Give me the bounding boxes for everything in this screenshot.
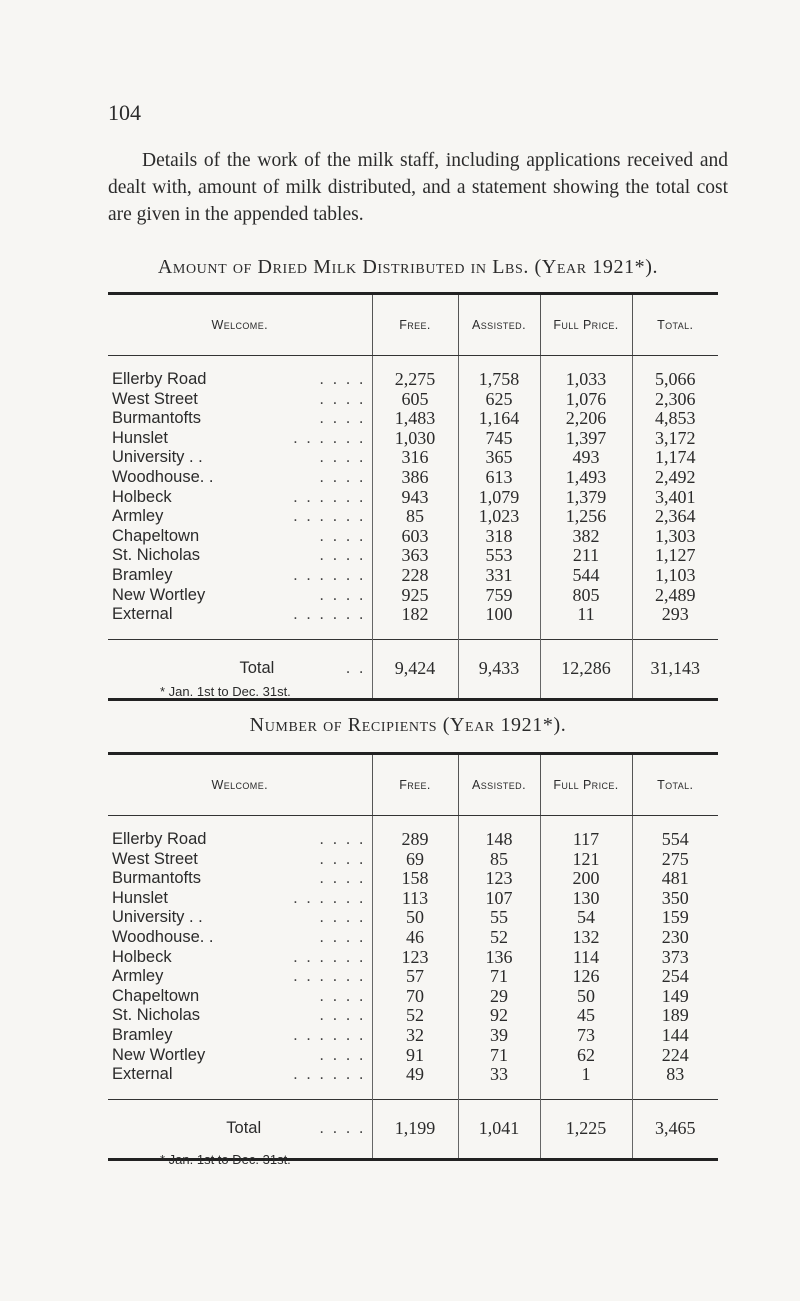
table-row — [108, 488, 718, 508]
welcome-name: Bramley — [112, 1025, 173, 1044]
table-row — [108, 908, 718, 928]
cell-free: 363 — [372, 546, 458, 566]
welcome-name: New Wortley — [112, 1045, 206, 1064]
row-label — [108, 448, 372, 468]
cell-assisted: 85 — [458, 850, 540, 870]
leader-dots: . . . . . . — [293, 507, 366, 526]
table-row — [108, 356, 718, 390]
header-welcome: Welcome. — [108, 294, 372, 356]
welcome-name: West Street — [112, 389, 198, 408]
cell-full: 62 — [540, 1046, 632, 1066]
leader-dots: . . . . . . — [293, 947, 366, 966]
cell-total: 350 — [632, 889, 718, 909]
welcome-name: External — [112, 605, 173, 624]
row-label — [108, 409, 372, 429]
row-label — [108, 507, 372, 527]
row-label — [108, 908, 372, 928]
table-row — [108, 546, 718, 566]
welcome-name: Hunslet — [112, 428, 168, 447]
welcome-name: Holbeck — [112, 487, 172, 506]
leader-dots: . . . . — [319, 1006, 366, 1025]
cell-full: 73 — [540, 1026, 632, 1046]
leader-dots: . . . . — [319, 927, 366, 946]
table-row — [108, 409, 718, 429]
header-assisted: Assisted. — [458, 754, 540, 816]
cell-total: 1,103 — [632, 566, 718, 586]
cell-total: 4,853 — [632, 409, 718, 429]
table-row — [108, 1026, 718, 1046]
welcome-name: Burmantofts — [112, 409, 201, 428]
recipients-table — [108, 752, 718, 1161]
table1-title: Amount of Dried Milk Distributed in Lbs. (Year 1921*). — [157, 256, 659, 278]
cell-total: 1,127 — [632, 546, 718, 566]
table-row — [108, 468, 718, 488]
leader-dots: . . . . — [319, 1045, 366, 1064]
table-row — [108, 605, 718, 639]
cell-assisted: 318 — [458, 527, 540, 547]
cell-total: 83 — [632, 1065, 718, 1099]
table-row — [108, 948, 718, 968]
table2-body — [108, 816, 718, 1160]
table-row — [108, 967, 718, 987]
cell-free: 32 — [372, 1026, 458, 1046]
header-total: Total. — [632, 754, 718, 816]
cell-assisted: 1,041 — [458, 1099, 540, 1159]
leader-dots: . . . . — [319, 986, 366, 1005]
cell-assisted: 331 — [458, 566, 540, 586]
row-label — [108, 816, 372, 850]
leader-dots: . . . . — [319, 585, 366, 604]
header-free: Free. — [372, 294, 458, 356]
leader-dots: . . . . — [319, 526, 366, 545]
welcome-name: Chapeltown — [112, 986, 200, 1005]
cell-full: 54 — [540, 908, 632, 928]
table-row — [108, 507, 718, 527]
cell-full: 1,256 — [540, 507, 632, 527]
table-row — [108, 566, 718, 586]
cell-total: 2,364 — [632, 507, 718, 527]
cell-free: 289 — [372, 816, 458, 850]
leader-dots: . . . . . . — [293, 565, 366, 584]
cell-total: 2,306 — [632, 390, 718, 410]
cell-full: 12,286 — [540, 639, 632, 699]
table-row — [108, 1046, 718, 1066]
table-row — [108, 429, 718, 449]
cell-assisted: 71 — [458, 1046, 540, 1066]
leader-dots: . . . . . . — [293, 487, 366, 506]
welcome-name: External — [112, 1065, 173, 1084]
welcome-name: Total — [226, 1118, 262, 1137]
leader-dots: . . . . — [319, 546, 366, 565]
cell-assisted: 148 — [458, 816, 540, 850]
cell-free: 2,275 — [372, 356, 458, 390]
header-full-price: Full Price. — [540, 754, 632, 816]
welcome-name: University . . — [112, 908, 203, 927]
cell-free: 182 — [372, 605, 458, 639]
row-label — [108, 488, 372, 508]
cell-full: 2,206 — [540, 409, 632, 429]
cell-free: 69 — [372, 850, 458, 870]
header-welcome: Welcome. — [108, 754, 372, 816]
cell-assisted: 1,079 — [458, 488, 540, 508]
table1-footnote: * Jan. 1st to Dec. 31st. — [160, 684, 291, 699]
cell-assisted: 759 — [458, 586, 540, 606]
leader-dots: . . . . — [319, 467, 366, 486]
row-label — [108, 429, 372, 449]
cell-full: 544 — [540, 566, 632, 586]
cell-full: 1,397 — [540, 429, 632, 449]
cell-total: 2,489 — [632, 586, 718, 606]
cell-free: 52 — [372, 1006, 458, 1026]
cell-assisted: 1,023 — [458, 507, 540, 527]
cell-free: 46 — [372, 928, 458, 948]
row-label — [108, 1099, 372, 1159]
welcome-name: Bramley — [112, 565, 173, 584]
table-row — [108, 1006, 718, 1026]
row-label — [108, 605, 372, 639]
dried-milk-table — [108, 292, 718, 701]
cell-free: 49 — [372, 1065, 458, 1099]
leader-dots: . . . . — [319, 1118, 366, 1137]
cell-free: 605 — [372, 390, 458, 410]
cell-assisted: 71 — [458, 967, 540, 987]
intro-paragraph: Details of the work of the milk staff, including applications received and dealt with, amount of milk distributed, and a statement showing the total cost are given in the appended tables. — [108, 150, 728, 225]
cell-assisted: 52 — [458, 928, 540, 948]
cell-assisted: 29 — [458, 987, 540, 1007]
header-free: Free. — [372, 754, 458, 816]
cell-free: 123 — [372, 948, 458, 968]
cell-total: 149 — [632, 987, 718, 1007]
cell-assisted: 553 — [458, 546, 540, 566]
cell-full: 382 — [540, 527, 632, 547]
row-label — [108, 586, 372, 606]
cell-total: 189 — [632, 1006, 718, 1026]
cell-assisted: 745 — [458, 429, 540, 449]
cell-total: 481 — [632, 869, 718, 889]
cell-free: 1,483 — [372, 409, 458, 429]
table-row — [108, 1065, 718, 1099]
row-label — [108, 850, 372, 870]
welcome-name: Hunslet — [112, 888, 168, 907]
cell-total: 144 — [632, 1026, 718, 1046]
leader-dots: . . . . — [319, 908, 366, 927]
cell-free: 70 — [372, 987, 458, 1007]
cell-free: 1,030 — [372, 429, 458, 449]
cell-total: 230 — [632, 928, 718, 948]
cell-free: 85 — [372, 507, 458, 527]
cell-assisted: 92 — [458, 1006, 540, 1026]
cell-total: 1,174 — [632, 448, 718, 468]
cell-free: 158 — [372, 869, 458, 889]
cell-assisted: 107 — [458, 889, 540, 909]
cell-assisted: 136 — [458, 948, 540, 968]
row-label — [108, 1046, 372, 1066]
table-row — [108, 889, 718, 909]
cell-total: 1,303 — [632, 527, 718, 547]
header-assisted: Assisted. — [458, 294, 540, 356]
cell-full: 1,379 — [540, 488, 632, 508]
welcome-name: University . . — [112, 448, 203, 467]
cell-free: 943 — [372, 488, 458, 508]
cell-assisted: 613 — [458, 468, 540, 488]
table-row — [108, 390, 718, 410]
table-row — [108, 850, 718, 870]
welcome-name: Woodhouse. . — [112, 927, 214, 946]
table-row — [108, 869, 718, 889]
cell-assisted: 365 — [458, 448, 540, 468]
leader-dots: . . . . . . — [293, 888, 366, 907]
cell-free: 925 — [372, 586, 458, 606]
cell-total: 554 — [632, 816, 718, 850]
table-row — [108, 816, 718, 850]
cell-full: 117 — [540, 816, 632, 850]
cell-free: 228 — [372, 566, 458, 586]
cell-total: 2,492 — [632, 468, 718, 488]
cell-full: 114 — [540, 948, 632, 968]
cell-assisted: 9,433 — [458, 639, 540, 699]
leader-dots: . . . . — [319, 370, 366, 388]
cell-total: 5,066 — [632, 356, 718, 390]
total-row — [108, 1099, 718, 1159]
row-label — [108, 356, 372, 390]
cell-full: 200 — [540, 869, 632, 889]
cell-free: 91 — [372, 1046, 458, 1066]
welcome-name: New Wortley — [112, 585, 206, 604]
cell-total: 373 — [632, 948, 718, 968]
cell-free: 1,199 — [372, 1099, 458, 1159]
cell-free: 603 — [372, 527, 458, 547]
row-label — [108, 928, 372, 948]
row-label — [108, 948, 372, 968]
cell-full: 1,033 — [540, 356, 632, 390]
leader-dots: . . . . — [319, 409, 366, 428]
cell-total: 224 — [632, 1046, 718, 1066]
page-number: 104 — [108, 100, 141, 125]
cell-free: 316 — [372, 448, 458, 468]
cell-full: 1,076 — [540, 390, 632, 410]
row-label — [108, 546, 372, 566]
cell-assisted: 123 — [458, 869, 540, 889]
row-label — [108, 468, 372, 488]
cell-full: 211 — [540, 546, 632, 566]
leader-dots: . . . . . . — [293, 1025, 366, 1044]
welcome-name: Burmantofts — [112, 869, 201, 888]
cell-full: 130 — [540, 889, 632, 909]
welcome-name: Armley — [112, 967, 164, 986]
header-total: Total. — [632, 294, 718, 356]
cell-assisted: 39 — [458, 1026, 540, 1046]
row-label — [108, 987, 372, 1007]
table2-footnote: * Jan. 1st to Dec. 31st. — [160, 1152, 291, 1167]
leader-dots: . . — [345, 658, 366, 677]
cell-full: 45 — [540, 1006, 632, 1026]
leader-dots: . . . . — [319, 389, 366, 408]
row-label — [108, 390, 372, 410]
cell-assisted: 55 — [458, 908, 540, 928]
cell-total: 3,465 — [632, 1099, 718, 1159]
cell-total: 3,401 — [632, 488, 718, 508]
welcome-name: Chapeltown — [112, 526, 200, 545]
table2-title: Number of Recipients (Year 1921*). — [249, 714, 567, 736]
row-label — [108, 889, 372, 909]
cell-full: 50 — [540, 987, 632, 1007]
cell-total: 254 — [632, 967, 718, 987]
leader-dots: . . . . — [319, 849, 366, 868]
welcome-name: Total — [239, 658, 275, 677]
cell-full: 805 — [540, 586, 632, 606]
cell-total: 293 — [632, 605, 718, 639]
cell-free: 113 — [372, 889, 458, 909]
welcome-name: West Street — [112, 849, 198, 868]
row-label — [108, 967, 372, 987]
row-label — [108, 1065, 372, 1099]
welcome-name: Ellerby Road — [112, 370, 207, 388]
cell-full: 121 — [540, 850, 632, 870]
cell-total: 275 — [632, 850, 718, 870]
welcome-name: St. Nicholas — [112, 546, 201, 565]
table-row — [108, 527, 718, 547]
cell-full: 11 — [540, 605, 632, 639]
cell-total: 159 — [632, 908, 718, 928]
cell-full: 132 — [540, 928, 632, 948]
cell-free: 50 — [372, 908, 458, 928]
leader-dots: . . . . . . — [293, 428, 366, 447]
leader-dots: . . . . — [319, 830, 366, 848]
cell-free: 57 — [372, 967, 458, 987]
cell-assisted: 1,164 — [458, 409, 540, 429]
row-label — [108, 869, 372, 889]
welcome-name: Holbeck — [112, 947, 172, 966]
welcome-name: Armley — [112, 507, 164, 526]
row-label — [108, 1006, 372, 1026]
cell-total: 31,143 — [632, 639, 718, 699]
row-label — [108, 566, 372, 586]
row-label — [108, 1026, 372, 1046]
leader-dots: . . . . — [319, 448, 366, 467]
welcome-name: Ellerby Road — [112, 830, 207, 848]
leader-dots: . . . . . . — [293, 605, 366, 624]
cell-total: 3,172 — [632, 429, 718, 449]
table-row — [108, 586, 718, 606]
cell-free: 386 — [372, 468, 458, 488]
row-label — [108, 527, 372, 547]
cell-full: 493 — [540, 448, 632, 468]
cell-full: 1,225 — [540, 1099, 632, 1159]
cell-free: 9,424 — [372, 639, 458, 699]
cell-full: 1 — [540, 1065, 632, 1099]
cell-full: 126 — [540, 967, 632, 987]
table1-body — [108, 356, 718, 700]
cell-assisted: 625 — [458, 390, 540, 410]
leader-dots: . . . . — [319, 869, 366, 888]
cell-assisted: 100 — [458, 605, 540, 639]
table-row — [108, 987, 718, 1007]
cell-assisted: 33 — [458, 1065, 540, 1099]
cell-full: 1,493 — [540, 468, 632, 488]
cell-assisted: 1,758 — [458, 356, 540, 390]
welcome-name: Woodhouse. . — [112, 467, 214, 486]
leader-dots: . . . . . . — [293, 1065, 366, 1084]
table-row — [108, 928, 718, 948]
table-row — [108, 448, 718, 468]
header-full-price: Full Price. — [540, 294, 632, 356]
leader-dots: . . . . . . — [293, 967, 366, 986]
welcome-name: St. Nicholas — [112, 1006, 201, 1025]
